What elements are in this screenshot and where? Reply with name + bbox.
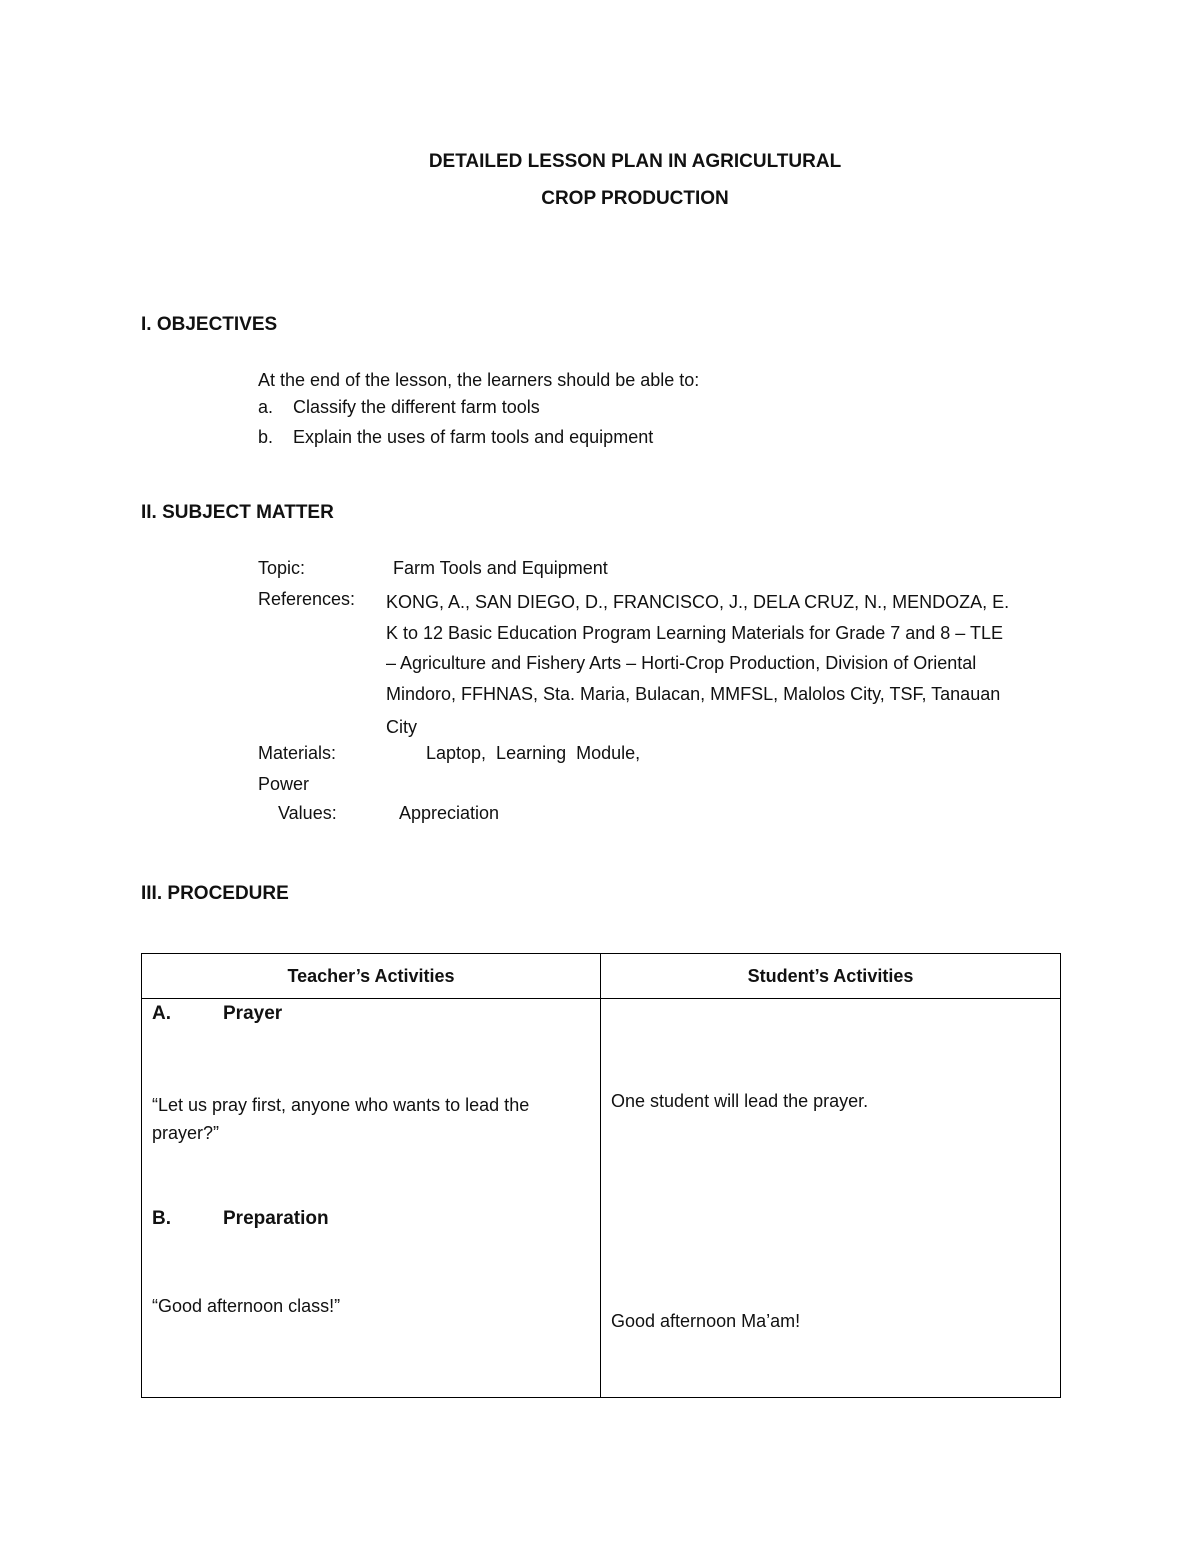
teacher-activities-header: Teacher’s Activities — [142, 954, 601, 999]
values-label: Values: — [278, 803, 337, 823]
objectives-heading: I. OBJECTIVES — [141, 314, 278, 335]
document-title-line1: DETAILED LESSON PLAN IN AGRICULTURAL — [428, 151, 842, 172]
topic-label: Topic: — [258, 558, 306, 578]
topic-value: Farm Tools and Equipment — [393, 558, 608, 578]
student-activities-cell — [601, 999, 1061, 1398]
step-b-student-text: Good afternoon Ma’am! — [611, 1311, 801, 1331]
objective-marker-b: b. — [258, 427, 274, 447]
table-row — [142, 999, 1061, 1398]
student-activities-header: Student’s Activities — [601, 954, 1061, 999]
step-b-teacher-text: “Good afternoon class!” — [152, 1296, 341, 1316]
materials-value: Laptop, Learning Module, — [426, 743, 641, 763]
materials-continuation: Power — [258, 774, 310, 794]
objective-marker-a: a. — [258, 397, 274, 417]
reference-line: KONG, A., SAN DIEGO, D., FRANCISCO, J., DELA CRUZ, N., MENDOZA, E. — [386, 592, 1010, 612]
materials-label: Materials: — [258, 743, 337, 763]
teacher-activities-cell — [142, 999, 601, 1398]
step-b-title: Preparation — [223, 1208, 329, 1229]
procedure-table — [141, 953, 1061, 1398]
objective-item-b: Explain the uses of farm tools and equipment — [293, 427, 654, 447]
references-label: References: — [258, 589, 356, 609]
reference-line: K to 12 Basic Education Program Learning Materials for Grade 7 and 8 – TLE — [386, 622, 1004, 643]
reference-line: – Agriculture and Fishery Arts – Horti-Crop Production, Division of Oriental — [386, 653, 977, 673]
step-b-letter: B. — [152, 1208, 171, 1229]
step-a-letter: A. — [152, 1003, 171, 1024]
step-a-title: Prayer — [223, 1003, 283, 1024]
step-a-teacher-text: “Let us pray first, anyone who wants to lead the prayer?” — [152, 1095, 530, 1143]
document-title-line2: CROP PRODUCTION — [541, 188, 729, 209]
objectives-intro: At the end of the lesson, the learners should be able to: — [258, 370, 700, 390]
procedure-heading: III. PROCEDURE — [141, 883, 289, 904]
reference-line: Mindoro, FFHNAS, Sta. Maria, Bulacan, MMFSL, Malolos City, TSF, Tanauan — [386, 683, 1001, 704]
table-header-row — [142, 954, 1061, 999]
objective-item-a: Classify the different farm tools — [293, 397, 540, 417]
reference-line: City — [386, 717, 417, 737]
subject-matter-heading: II. SUBJECT MATTER — [141, 502, 334, 523]
values-value: Appreciation — [399, 803, 500, 823]
step-a-student-text: One student will lead the prayer. — [611, 1091, 869, 1111]
references-value — [386, 587, 1066, 743]
